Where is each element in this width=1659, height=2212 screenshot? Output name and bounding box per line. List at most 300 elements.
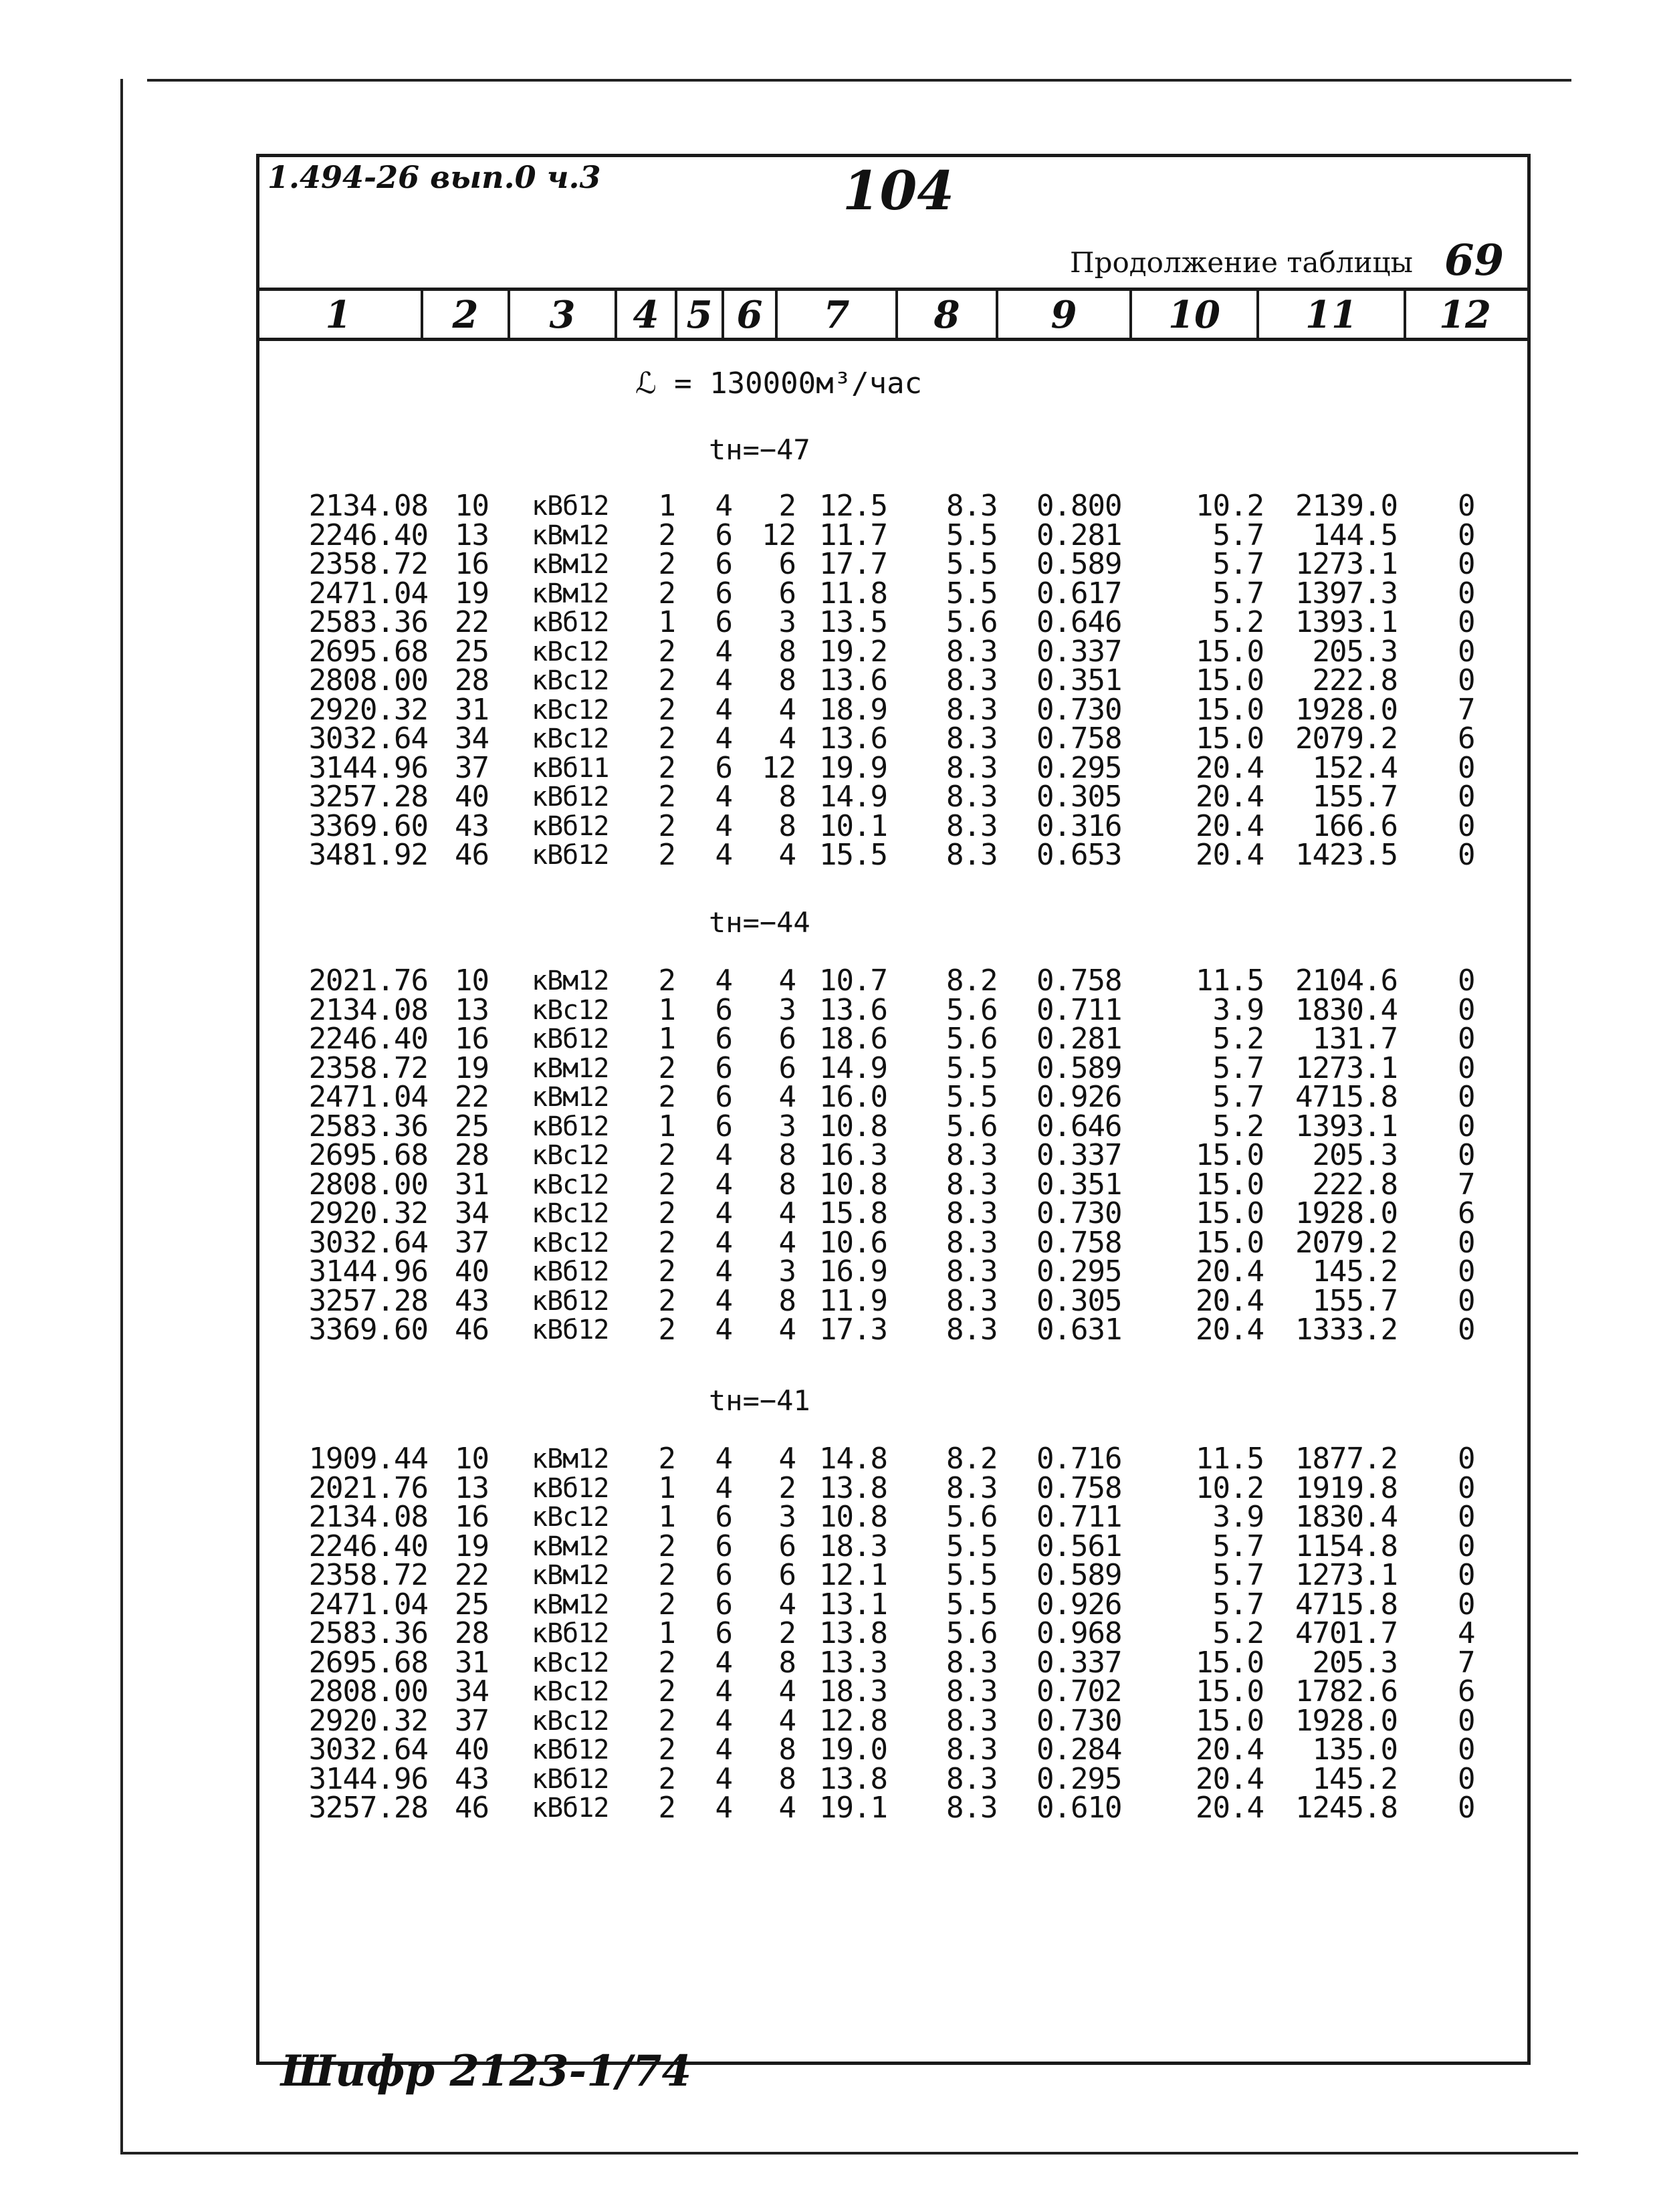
table-cell: кВс12 [532,1676,609,1707]
table-cell: 144.5 [1312,518,1398,552]
table-cell: 8.3 [946,1470,998,1505]
table-cell: кВб12 [532,1472,609,1504]
table-cell: 8 [778,663,796,697]
table-cell: кВб12 [532,1735,609,1765]
table-cell: 8.3 [946,1138,998,1172]
table-cell: 1154.8 [1295,1529,1398,1563]
table-cell: кВб12 [532,810,609,842]
table-cell: 155.7 [1312,780,1398,814]
table-cell: 6 [715,1080,732,1114]
table-cell: 0 [1458,489,1475,523]
table-cell: 8.3 [946,808,998,843]
table-cell: 2 [658,1703,675,1738]
table-cell: 15.0 [1196,1225,1264,1260]
table-cell: кВм12 [532,966,609,996]
table-cell: 6 [1458,722,1475,756]
column-header: 5 [677,291,724,339]
table-cell: 6 [1458,1674,1475,1708]
table-cell: 1245.8 [1295,1791,1398,1825]
table-cell: 0.730 [1036,1703,1122,1738]
table-cell: 0 [1458,1138,1475,1172]
table-cell: 2920.32 [308,1196,428,1230]
table-cell: 1928.0 [1295,1703,1398,1738]
table-cell: 2 [658,750,675,785]
table-cell: кВм12 [532,1082,609,1113]
table-cell: 2 [778,1470,796,1505]
table-cell: 3.9 [1212,1500,1264,1534]
table-cell: 0.610 [1036,1791,1122,1825]
table-cell: 0 [1458,1500,1475,1534]
table-cell: 8.3 [946,750,998,785]
table-cell: кВс12 [532,994,609,1026]
table-cell: 222.8 [1312,1167,1398,1202]
table-cell: 2471.04 [308,576,428,611]
table-cell: 7 [1458,1645,1475,1680]
table-cell: 0 [1458,1587,1475,1622]
table-cell: 15.0 [1196,722,1264,756]
table-cell: 6 [715,1109,732,1143]
table-cell: 25 [455,1109,489,1143]
table-cell: кВс12 [532,1140,609,1171]
table-cell: 4 [715,634,732,669]
table-cell: кВб12 [532,1793,609,1823]
table-cell: 4 [778,1674,796,1708]
table-cell: 18.3 [819,1674,887,1708]
table-cell: 2 [658,1283,675,1318]
table-cell: 3257.28 [308,1791,428,1825]
table-cell: 8.3 [946,1761,998,1796]
table-cell: 0.305 [1036,780,1122,814]
table-cell: 6 [715,1529,732,1563]
table-cell: 37 [455,1225,489,1260]
table-cell: 5.5 [946,1558,998,1592]
table-cell: 10.7 [819,964,887,998]
table-cell: 20.4 [1196,1761,1264,1796]
table-cell: 8 [778,1138,796,1172]
table-cell: 5.7 [1212,1050,1264,1085]
table-cell: 16 [455,547,489,581]
table-cell: 13.6 [819,992,887,1027]
table-cell: 15.5 [819,838,887,872]
table-cell: 5.5 [946,518,998,552]
table-cell: 10.2 [1196,489,1264,523]
table-cell: 4 [715,1167,732,1202]
table-cell: 4 [715,1791,732,1825]
table-cell: кВб12 [532,1256,609,1287]
table-cell: 4 [778,1196,796,1230]
table-cell: 166.6 [1312,808,1398,843]
table-cell: 8 [778,1645,796,1680]
table-cell: 37 [455,1703,489,1738]
table-cell: 4 [778,1791,796,1825]
scan-border-left [120,79,123,2152]
table-cell: 4 [778,1313,796,1347]
table-cell: 12.5 [819,489,887,523]
table-cell: 5.2 [1212,1109,1264,1143]
table-cell: 8.3 [946,634,998,669]
table-cell: 6 [778,1558,796,1592]
table-cell: 0 [1458,838,1475,872]
table-cell: 2 [658,518,675,552]
table-cell: 0 [1458,1529,1475,1563]
table-cell: 8.3 [946,1167,998,1202]
table-cell: 4 [715,1442,732,1476]
table-cell: 2 [658,1733,675,1767]
table-cell: 0.926 [1036,1080,1122,1114]
table-cell: 5.5 [946,1050,998,1085]
table-cell: 0.646 [1036,1109,1122,1143]
table-cell: 4 [715,1733,732,1767]
table-cell: 1919.8 [1295,1470,1398,1505]
table-cell: 22 [455,1558,489,1592]
table-cell: 15.0 [1196,1138,1264,1172]
table-cell: 0 [1458,1791,1475,1825]
table-cell: кВм12 [532,1589,609,1620]
table-cell: 1273.1 [1295,547,1398,581]
table-cell: 5.7 [1212,1587,1264,1622]
table-cell: 6 [715,1050,732,1085]
table-cell: 31 [455,1167,489,1202]
table-cell: 25 [455,634,489,669]
table-cell: 6 [715,1558,732,1592]
table-cell: 0 [1458,547,1475,581]
table-cell: 19 [455,1529,489,1563]
table-cell: 2079.2 [1295,722,1398,756]
table-cell: 0.351 [1036,1167,1122,1202]
table-cell: 0.716 [1036,1442,1122,1476]
table-cell: 43 [455,1761,489,1796]
table-cell: 0.646 [1036,605,1122,639]
table-cell: 0 [1458,1022,1475,1056]
table-cell: 4 [778,964,796,998]
table-cell: 2 [658,838,675,872]
table-cell: кВб11 [532,752,609,784]
table-cell: 0.561 [1036,1529,1122,1563]
table-cell: 1333.2 [1295,1313,1398,1347]
table-cell: кВб12 [532,1763,609,1795]
table-cell: кВб12 [532,782,609,812]
table-cell: 15.0 [1196,634,1264,669]
table-cell: 3144.96 [308,1254,428,1289]
table-cell: 1 [658,992,675,1027]
table-cell: 46 [455,1791,489,1825]
table-cell: 5.6 [946,1500,998,1534]
table-cell: 16 [455,1500,489,1534]
table-cell: 205.3 [1312,1138,1398,1172]
table-cell: кВб12 [532,1618,609,1649]
table-cell: кВс12 [532,724,609,754]
table-cell: 5.2 [1212,1616,1264,1650]
table-cell: 3 [778,1254,796,1289]
table-cell: 0 [1458,1080,1475,1114]
table-cell: 4 [715,1674,732,1708]
table-cell: 19 [455,1050,489,1085]
table-cell: 3144.96 [308,750,428,785]
table-cell: 16.0 [819,1080,887,1114]
table-cell: 11.8 [819,576,887,611]
table-cell: 15.0 [1196,1645,1264,1680]
table-cell: 34 [455,1196,489,1230]
table-cell: 8 [778,1733,796,1767]
table-cell: кВб12 [532,1285,609,1317]
column-header: 6 [724,291,778,339]
table-cell: 6 [715,1587,732,1622]
table-cell: 1393.1 [1295,605,1398,639]
column-header: 3 [510,291,617,339]
section-title: tн=−44 [709,906,810,939]
table-cell: 2 [658,1529,675,1563]
table-cell: 16.3 [819,1138,887,1172]
table-cell: 8.3 [946,1733,998,1767]
table-cell: 0.316 [1036,808,1122,843]
table-cell: 0 [1458,1703,1475,1738]
table-cell: 1397.3 [1295,576,1398,611]
table-cell: 20.4 [1196,1313,1264,1347]
table-cell: 2 [658,1587,675,1622]
table-cell: 4 [715,489,732,523]
table-cell: 0.295 [1036,1254,1122,1289]
table-cell: 14.8 [819,1442,887,1476]
table-cell: 5.7 [1212,518,1264,552]
table-cell: 131.7 [1312,1022,1398,1056]
table-cell: кВб12 [532,1111,609,1142]
table-cell: 19.9 [819,750,887,785]
table-cell: 2808.00 [308,663,428,697]
table-cell: 2 [658,1050,675,1085]
table-cell: 8.3 [946,1645,998,1680]
table-cell: 11.5 [1196,964,1264,998]
table-cell: 2 [658,692,675,727]
table-cell: 2 [658,1254,675,1289]
table-cell: кВб12 [532,1315,609,1345]
table-cell: 4 [778,692,796,727]
table-cell: 0.281 [1036,1022,1122,1056]
table-cell: 11.9 [819,1283,887,1318]
table-cell: 4 [715,838,732,872]
table-cell: 13.1 [819,1587,887,1622]
table-cell: 2 [658,1674,675,1708]
table-cell: 0.295 [1036,750,1122,785]
table-cell: 5.7 [1212,1529,1264,1563]
table-cell: кВм12 [532,578,609,609]
table-cell: 8 [778,808,796,843]
table-cell: кВс12 [532,1647,609,1678]
table-cell: 0 [1458,1283,1475,1318]
table-cell: 0.758 [1036,1225,1122,1260]
table-cell: 13.8 [819,1761,887,1796]
table-cell: 5.5 [946,576,998,611]
table-cell: 4 [778,722,796,756]
table-cell: 6 [778,547,796,581]
table-cell: 1 [658,1500,675,1534]
table-cell: 8.3 [946,1703,998,1738]
table-cell: 3257.28 [308,780,428,814]
table-cell: 4 [715,1283,732,1318]
table-cell: 8 [778,780,796,814]
table-cell: 1273.1 [1295,1050,1398,1085]
table-cell: 2246.40 [308,518,428,552]
table-cell: 16.9 [819,1254,887,1289]
table-cell: 0 [1458,1254,1475,1289]
table-cell: 0.351 [1036,663,1122,697]
table-cell: 28 [455,1138,489,1172]
section-title: tн=−47 [709,433,810,466]
table-cell: 4 [715,1254,732,1289]
table-cell: 0.305 [1036,1283,1122,1318]
table-cell: 0 [1458,1761,1475,1796]
table-cell: 20.4 [1196,808,1264,843]
table-cell: 4 [715,1761,732,1796]
table-cell: 34 [455,1674,489,1708]
column-header: 12 [1439,293,1491,337]
table-cell: 20.4 [1196,780,1264,814]
table-cell: кВс12 [532,1169,609,1200]
table-cell: 3369.60 [308,808,428,843]
table-cell: 0 [1458,780,1475,814]
table-cell: 2583.36 [308,1616,428,1650]
table-cell: 145.2 [1312,1254,1398,1289]
table-cell: 1 [658,1109,675,1143]
table-cell: 4 [715,1470,732,1505]
table-cell: 155.7 [1312,1283,1398,1318]
table-cell: 6 [778,1050,796,1085]
table-cell: 4 [715,692,732,727]
table-cell: 4 [715,780,732,814]
table-cell: 15.0 [1196,692,1264,727]
table-cell: 1877.2 [1295,1442,1398,1476]
table-cell: кВс12 [532,1705,609,1737]
table-cell: 10.2 [1196,1470,1264,1505]
page-number: 104 [843,159,954,222]
table-cell: 0.730 [1036,692,1122,727]
table-cell: 13.8 [819,1616,887,1650]
table-cell: 13.6 [819,663,887,697]
table-cell: 5.6 [946,605,998,639]
table-cell: 4715.8 [1295,1587,1398,1622]
table-cell: 1273.1 [1295,1558,1398,1592]
table-cell: 2021.76 [308,964,428,998]
table-cell: 2920.32 [308,692,428,727]
table-cell: 13.6 [819,722,887,756]
table-cell: 20.4 [1196,1733,1264,1767]
table-cell: 15.0 [1196,663,1264,697]
table-cell: 2471.04 [308,1080,428,1114]
table-cell: кВм12 [532,520,609,551]
table-cell: 5.6 [946,1109,998,1143]
table-cell: 4 [778,1080,796,1114]
table-cell: 43 [455,808,489,843]
table-cell: 1423.5 [1295,838,1398,872]
table-cell: кВс12 [532,636,609,667]
table-cell: 5.6 [946,1616,998,1650]
table-cell: 16 [455,1022,489,1056]
table-cell: 5.2 [1212,605,1264,639]
table-cell: 8.3 [946,1791,998,1825]
table-cell: 0.631 [1036,1313,1122,1347]
table-cell: 0.295 [1036,1761,1122,1796]
table-cell: 15.0 [1196,1674,1264,1708]
column-header: 4 [617,291,677,339]
table-cell: 4 [715,1313,732,1347]
table-cell: 8.3 [946,489,998,523]
table-cell: 10.1 [819,808,887,843]
table-cell: 5.6 [946,1022,998,1056]
table-cell: кВм12 [532,1053,609,1084]
table-cell: 40 [455,1254,489,1289]
table-cell: 2 [658,1442,675,1476]
table-cell: 34 [455,722,489,756]
table-cell: 3481.92 [308,838,428,872]
table-cell: 13.5 [819,605,887,639]
table-cell: 40 [455,780,489,814]
table-cell: 3369.60 [308,1313,428,1347]
table-cell: 28 [455,1616,489,1650]
table-cell: 2079.2 [1295,1225,1398,1260]
table-cell: кВс12 [532,665,609,696]
table-cell: 6 [778,576,796,611]
table-cell: 15.0 [1196,1703,1264,1738]
table-cell: 8.3 [946,780,998,814]
table-cell: 0 [1458,1470,1475,1505]
table-cell: 0.968 [1036,1616,1122,1650]
table-cell: 18.9 [819,692,887,727]
section-title: tн=−41 [709,1384,810,1417]
table-cell: 20.4 [1196,1254,1264,1289]
table-cell: 4715.8 [1295,1080,1398,1114]
table-cell: 5.2 [1212,1022,1264,1056]
table-cell: 14.9 [819,1050,887,1085]
table-cell: 0.589 [1036,1558,1122,1592]
table-cell: 0.758 [1036,1470,1122,1505]
table-cell: 3 [778,605,796,639]
column-header: 1 [256,291,423,339]
table-cell: 3 [778,1109,796,1143]
table-cell: 2 [658,634,675,669]
table-cell: 4 [778,1587,796,1622]
table-cell: 4 [715,1138,732,1172]
table-cell: 4 [715,663,732,697]
table-cell: 8.3 [946,692,998,727]
table-cell: 2 [658,1225,675,1260]
table-cell: 2134.08 [308,489,428,523]
table-cell: 5.7 [1212,1558,1264,1592]
table-cell: 0.800 [1036,489,1122,523]
table-cell: 3032.64 [308,1733,428,1767]
table-cell: кВс12 [532,1227,609,1258]
scan-border-top [147,79,1571,82]
table-cell: 0 [1458,634,1475,669]
table-cell: 2808.00 [308,1674,428,1708]
table-cell: 15.0 [1196,1167,1264,1202]
table-cell: 1 [658,1022,675,1056]
table-cell: 2 [778,489,796,523]
table-cell: 3032.64 [308,1225,428,1260]
table-cell: 8.3 [946,663,998,697]
table-cell: 2021.76 [308,1470,428,1505]
table-cell: 1782.6 [1295,1674,1398,1708]
table-cell: 4 [715,1645,732,1680]
table-cell: 0.758 [1036,722,1122,756]
table-cell: 6 [715,518,732,552]
table-cell: 0.281 [1036,518,1122,552]
table-cell: 25 [455,1587,489,1622]
table-cell: кВб12 [532,491,609,522]
table-cell: 0.337 [1036,1138,1122,1172]
table-cell: 40 [455,1733,489,1767]
table-cell: 0 [1458,750,1475,785]
table-cell: 1909.44 [308,1442,428,1476]
table-cell: 4 [778,1442,796,1476]
